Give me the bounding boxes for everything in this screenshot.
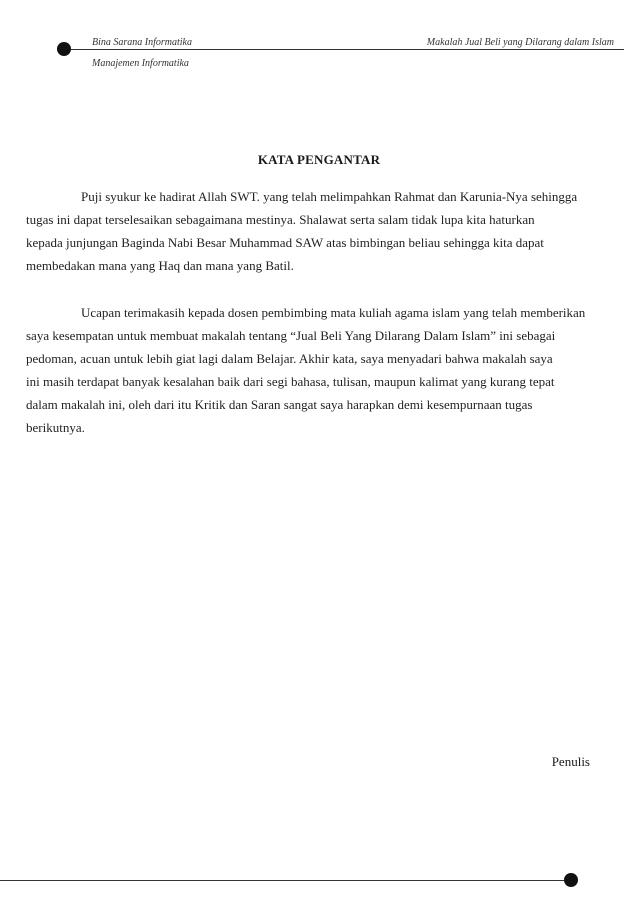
header-department: Manajemen Informatika — [92, 58, 189, 69]
paragraph-1 — [26, 185, 620, 277]
paragraph-line: dalam makalah ini, oleh dari itu Kritik dan Saran sangat saya harapkan demi kesempurnaan tugas — [26, 397, 533, 412]
page-title: KATA PENGANTAR — [257, 152, 381, 167]
paragraph-line: saya kesempatan untuk membuat makalah tentang “Jual Beli Yang Dilarang Dalam Islam” ini sebagai — [26, 328, 556, 343]
paragraph-line: ini masih terdapat banyak kesalahan baik dari segi bahasa, tulisan, maupun kalimat yang kurang tepat — [26, 374, 555, 389]
header-institution: Bina Sarana Informatika — [92, 37, 192, 48]
header-rule — [64, 49, 624, 50]
paragraph-line: membedakan mana yang Haq dan mana yang Batil. — [26, 258, 294, 273]
header-bullet-dot — [57, 42, 71, 56]
paragraph-line: tugas ini dapat terselesaikan sebagaimana mestinya. Shalawat serta salam tidak lupa kita haturkan — [26, 212, 535, 227]
paragraph-2 — [26, 301, 620, 439]
paragraph-line: berikutnya. — [26, 420, 85, 435]
footer-rule — [0, 880, 572, 881]
paragraph-line: Puji syukur ke hadirat Allah SWT. yang telah melimpahkan Rahmat dan Karunia-Nya sehingga — [81, 189, 578, 204]
header-document-title: Makalah Jual Beli yang Dilarang dalam Islam — [426, 37, 614, 48]
footer-bullet-dot — [564, 873, 578, 887]
signature-author: Penulis — [551, 754, 590, 769]
paragraph-line: Ucapan terimakasih kepada dosen pembimbing mata kuliah agama islam yang telah memberikan — [81, 305, 586, 320]
paragraph-line: pedoman, acuan untuk lebih giat lagi dalam Belajar. Akhir kata, saya menyadari bahwa makalah saya — [26, 351, 553, 366]
paragraph-line: kepada junjungan Baginda Nabi Besar Muhammad SAW atas bimbingan beliau sehingga kita dapat — [26, 235, 544, 250]
